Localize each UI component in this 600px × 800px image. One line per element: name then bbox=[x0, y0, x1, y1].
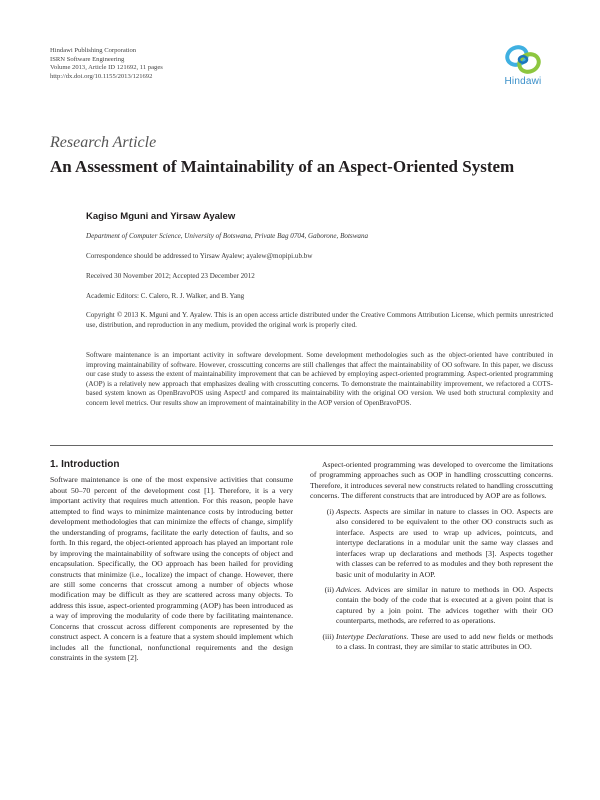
list-item-text: Advices are similar in nature to methods in OO. Aspects contain the body of the code that is executed at a given point that is captured by a join point. The advices together with their OO counterparts, methods, are referred to as operations. bbox=[336, 584, 554, 626]
received-accepted-dates: Received 30 November 2012; Accepted 23 December 2012 bbox=[86, 272, 255, 280]
volume-info: Volume 2013, Article ID 121692, 11 pages bbox=[50, 64, 163, 72]
article-authors: Kagiso Mguni and Yirsaw Ayalew bbox=[86, 211, 236, 222]
list-item bbox=[310, 585, 553, 627]
list-item-heading: Advices. bbox=[336, 584, 362, 594]
list-item bbox=[310, 507, 553, 580]
intro-paragraph-1: Software maintenance is one of the most expensive activities that consume about 50–70 percent of the development cost [1]. Therefore, it is a very important activity that requires much attention. For this reason, people have attempted to find ways to minimize maintenance costs by introducing better development methodologies that can minimize the effects of change, simplify the understanding of programs, facilitate the early detection of faults, and so forth. In this regard, the object-oriented approach has played an important role by improving the maintainability of software using the concepts of object and encapsulation. Specifically, the OO approach has been hailed for providing constructs that minimize (i.e., localize) the impact of change. However, there are still some concerns that crosscut among a number of objects whose modification may be difficult as they are scattered across many objects. To address this issue, aspect-oriented programming (AOP) has been introduced as a way of improving the modularity of code there by facilitating maintenance. Concerns that crosscut across different components are represented by the construct aspect. A concern is a feature that a system should implement which includes all the functional, nonfunctional requirements and the design constraints in the system [2]. bbox=[50, 475, 293, 663]
intro-paragraph-2: Aspect-oriented programming was developed to overcome the limitations of programming approaches such as OOP in handling crosscutting concerns. Therefore, it introduces several new constructs related to handling crosscutting concerns. The different constructs that are introduced by AOP are as follows. bbox=[310, 460, 553, 501]
list-item-heading: Intertype Declarations. bbox=[336, 631, 409, 641]
list-item-text: Aspects are similar in nature to classes in OO. Aspects are also considered to be equivalent to the other OO constructs such as interface. Aspects are used to wrap up advices, pointcuts, and intertype declarations in a modular unit the same way classes and interfaces wrap up declarations and methods [3]. Aspects together with classes can be referred to as modules and they both represent the basic unit of modularity in AOP. bbox=[336, 506, 554, 579]
list-item-number: (i) bbox=[326, 506, 334, 516]
copyright-notice: Copyright © 2013 K. Mguni and Y. Ayalew. This is an open access article distributed under the Creative Commons Attribution License, which permits unrestricted use, distribution, and reproduction in any medium, provided the original work is properly cited. bbox=[86, 311, 553, 329]
correspondence: Correspondence should be addressed to Yirsaw Ayalew; ayalew@mopipi.ub.bw bbox=[86, 252, 313, 260]
affiliation: Department of Computer Science, University of Botswana, Private Bag 0704, Gaborone, Botswana bbox=[86, 232, 369, 240]
section-heading: 1. Introduction bbox=[50, 459, 120, 470]
right-column bbox=[310, 460, 553, 653]
list-item bbox=[310, 632, 553, 653]
article-type: Research Article bbox=[50, 134, 157, 151]
list-item-number: (iii) bbox=[322, 631, 334, 641]
list-item-heading: Aspects. bbox=[336, 506, 362, 516]
section-divider bbox=[50, 445, 553, 446]
academic-editors: Academic Editors: C. Calero, R. J. Walker, and B. Yang bbox=[86, 292, 245, 300]
hindawi-logo-text: Hindawi bbox=[504, 76, 542, 87]
journal-header bbox=[50, 47, 163, 81]
hindawi-logo bbox=[494, 43, 552, 87]
list-item-text: These are used to add new fields or methods to a class. In contrast, they are similar to static attributes in OO. bbox=[336, 631, 553, 652]
list-item-number: (ii) bbox=[324, 584, 334, 594]
article-title: An Assessment of Maintainability of an Aspect-Oriented System bbox=[50, 157, 515, 176]
left-column bbox=[50, 460, 293, 664]
abstract: Software maintenance is an important activity in software development. Some development methodologies such as the object-oriented have contributed in improving maintainability of software. However, crosscutting concerns are still challenges that affect the maintainability of OO software. In this paper, we discuss our case study to assess the extent of maintainability improvement that can be achieved by employing aspect-oriented programming. Aspect-oriented programming (AOP) is a relatively new approach that emphasizes dealing with crosscutting concerns. To demonstrate the maintainability improvement, we refactored a COTS-based system known as OpenBravoPOS using AspectJ and compared its maintainability with the original OO version. We used both structural complexity and concern level metrics. Our results show an improvement of maintainability in the AOP version of OpenBravoPOS. bbox=[86, 351, 553, 407]
publisher-name: Hindawi Publishing Corporation bbox=[50, 47, 137, 54]
journal-name: ISRN Software Engineering bbox=[50, 55, 125, 63]
doi-link[interactable]: http://dx.doi.org/10.1155/2013/121692 bbox=[50, 72, 153, 80]
hindawi-logo-icon bbox=[502, 43, 544, 77]
